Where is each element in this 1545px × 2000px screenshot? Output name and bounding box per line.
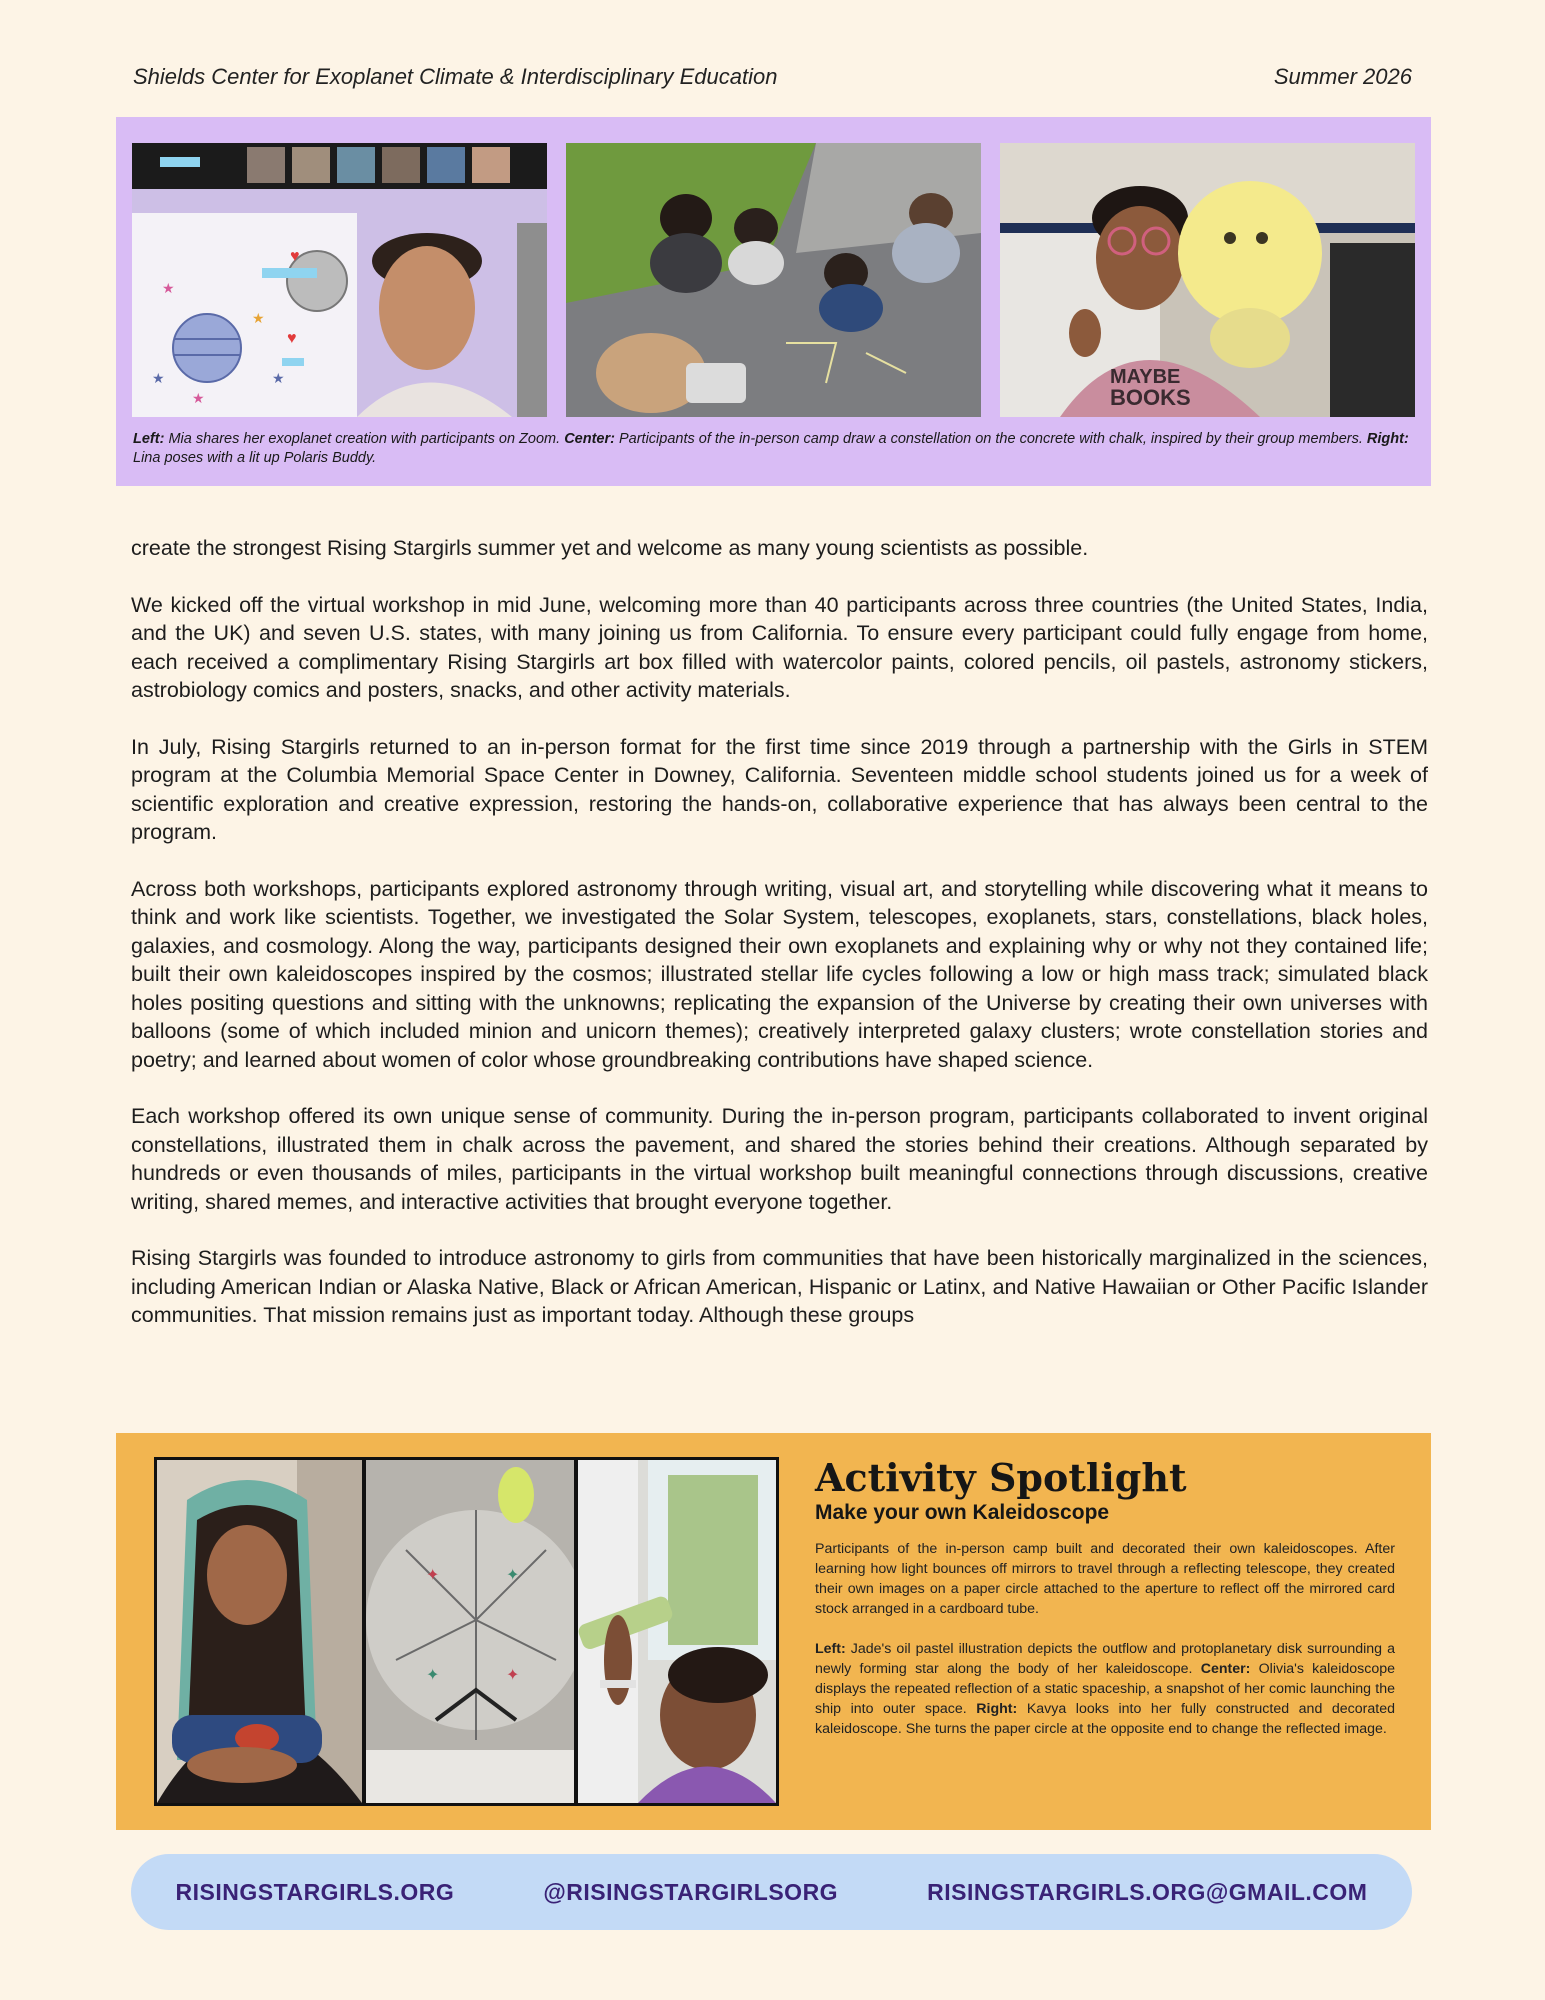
contact-footer xyxy=(131,1854,1412,1930)
photo-mia-zoom xyxy=(132,143,547,417)
caption-right-text: Lina poses with a lit up Polaris Buddy. xyxy=(133,450,377,466)
sp-left-text: Jade's oil pastel illustration depicts the outflow and protoplanetary disk surrounding a newly forming star along the body of her kaleidoscope. xyxy=(815,1641,1395,1677)
article-body xyxy=(131,534,1428,1358)
sp-center-text: Olivia's kaleidoscope displays the repeated reflection of a static spaceship, a snapshot of her comic launching the ship into outer space. xyxy=(815,1661,1395,1717)
paragraph: Each workshop offered its own unique sense of community. During the in-person program, participants collaborated to invent original constellations, illustrated them in chalk across the pavement, and shared the stories behind their creations. Although separated by hundreds or even thousands of miles, participants in the virtual workshop built meaningful connections through discussions, creative writing, shared memes, and interactive activities that brought everyone together. xyxy=(131,1104,1428,1214)
svg-text:BOOKS: BOOKS xyxy=(1110,385,1191,410)
svg-text:★: ★ xyxy=(162,280,175,296)
issue-date: Summer 2026 xyxy=(1273,64,1412,89)
photo-jade-kaleidoscope xyxy=(157,1460,362,1803)
caption-left-text: Mia shares her exoplanet creation with participants on Zoom. xyxy=(164,431,565,447)
photo-kavya-kaleidoscope xyxy=(578,1460,776,1803)
top-photo-band xyxy=(116,117,1431,486)
caption-center-label: Center: xyxy=(564,431,615,447)
photo-olivia-kaleidoscope-view xyxy=(366,1460,574,1803)
top-photo-caption xyxy=(133,430,1414,468)
caption-right-label: Right: xyxy=(1366,431,1409,447)
organization-name: Shields Center for Exoplanet Climate & Interdisciplinary Education xyxy=(133,64,778,89)
svg-text:★: ★ xyxy=(152,370,165,386)
caption-left-label: Left: xyxy=(133,431,165,447)
sp-center-label: Center: xyxy=(1200,1661,1251,1677)
paragraph: Across both workshops, participants explored astronomy through writing, visual art, and storytelling while discovering what it means to think and work like scientists. Together, we investigated the Solar System, telescopes, exoplanets, stars, constellations, black holes, galaxies, and cosmology. Along the way, participants designed their own exoplanets and explaining why or why not they contained life; built their own kaleidoscopes inspired by the cosmos; illustrated stellar life cycles following a low or high mass track; simulated black holes positing questions and sitting with the unknowns; replicating the expansion of the Universe by creating their own universes with balloons (some of which included minion and unicorn themes); creatively interpreted galaxy clusters; wrote constellation stories and poetry; and learned about women of color whose groundbreaking contributions have shaped science. xyxy=(131,876,1428,1072)
activity-spotlight xyxy=(116,1433,1431,1830)
spotlight-subtitle: Make your own Kaleidoscope xyxy=(815,1501,1110,1524)
spotlight-title: Activity Spotlight xyxy=(815,1455,1187,1500)
svg-text:✦: ✦ xyxy=(426,1567,440,1584)
svg-text:★: ★ xyxy=(252,310,265,326)
svg-text:✦: ✦ xyxy=(506,1567,520,1584)
page-header xyxy=(133,64,1412,90)
svg-text:♥: ♥ xyxy=(287,330,297,347)
paragraph: Rising Stargirls was founded to introduce astronomy to girls from communities that have been historically marginalized in the sciences, including American Indian or Alaska Native, Black or African American, Hispanic or Latinx, and Native Hawaiian or Other Pacific Islander communities. That mission remains just as important today. Although these groups xyxy=(131,1246,1428,1327)
spotlight-photo-strip xyxy=(154,1457,779,1806)
social-handle-link[interactable]: @RISINGSTARGIRLSORG xyxy=(543,1878,839,1905)
sp-left-label: Left: xyxy=(815,1641,846,1657)
svg-text:✦: ✦ xyxy=(506,1667,520,1684)
svg-text:♥: ♥ xyxy=(290,248,300,265)
email-link[interactable]: RISINGSTARGIRLS.ORG@GMAIL.COM xyxy=(927,1878,1368,1905)
photo-chalk-constellation xyxy=(566,143,981,417)
spotlight-intro: Participants of the in-person camp built and decorated their own kaleidoscopes. After learning how light bounces off mirrors to travel through a reflecting telescope, they created their own images on a paper circle attached to the aperture to reflect off the mirrored card stock arranged in a cardboard tube. xyxy=(815,1541,1395,1617)
website-link[interactable]: RISINGSTARGIRLS.ORG xyxy=(175,1878,455,1905)
svg-text:★: ★ xyxy=(272,370,285,386)
paragraph: We kicked off the virtual workshop in mid June, welcoming more than 40 participants across three countries (the United States, India, and the UK) and seven U.S. states, with many joining us from California. To ensure every participant could fully engage from home, each received a complimentary Rising Stargirls art box filled with watercolor paints, colored pencils, oil pastels, astronomy stickers, astrobiology comics and posters, snacks, and other activity materials. xyxy=(131,592,1428,702)
photo-lina-polaris-buddy xyxy=(1000,143,1415,417)
sp-right-text: Kavya looks into her fully constructed and decorated kaleidoscope. She turns the paper circle at the opposite end to change the reflected image. xyxy=(815,1701,1396,1737)
paragraph: create the strongest Rising Stargirls summer yet and welcome as many young scientists as possible. xyxy=(131,536,1089,560)
svg-text:✦: ✦ xyxy=(426,1667,440,1684)
caption-center-text: Participants of the in-person camp draw a constellation on the concrete with chalk, inspired by their group members. xyxy=(614,431,1367,447)
paragraph: In July, Rising Stargirls returned to an in-person format for the first time since 2019 through a partnership with the Girls in STEM program at the Columbia Memorial Space Center in Downey, California. Seventeen middle school students joined us for a week of scientific exploration and creative expression, restoring the hands-on, collaborative experience that has always been central to the program. xyxy=(131,734,1428,844)
svg-text:MAYBE: MAYBE xyxy=(1110,366,1181,388)
sp-right-label: Right: xyxy=(976,1701,1018,1717)
svg-text:★: ★ xyxy=(192,390,205,406)
spotlight-captions xyxy=(815,1639,1395,1739)
spotlight-text xyxy=(815,1455,1395,1759)
